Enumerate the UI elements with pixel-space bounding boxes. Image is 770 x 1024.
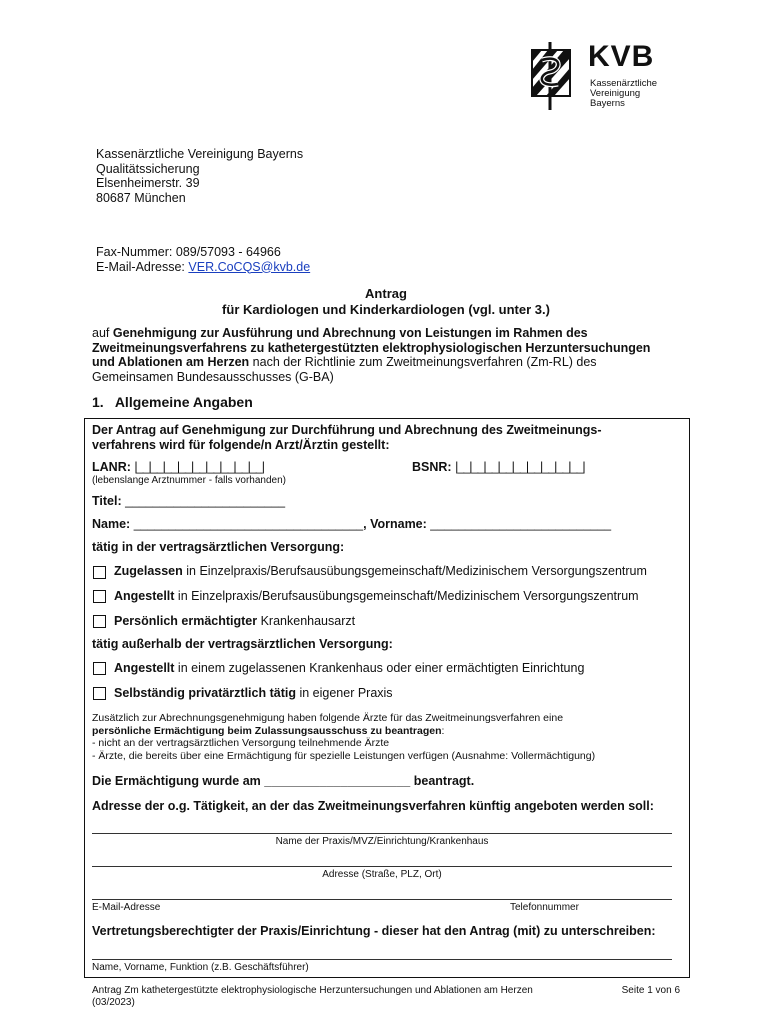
address-input[interactable] [92, 866, 672, 867]
ermaechtigung-date-input[interactable]: _____________________ [264, 774, 411, 788]
checkbox-angestellt-krankenhaus[interactable] [93, 662, 106, 675]
intro-paragraph [92, 326, 692, 384]
ermaechtigung-field[interactable] [92, 774, 474, 788]
intro-bold: und Ablationen am Herzen [92, 355, 250, 369]
intro-text: nach der Richtlinie zum Zweitmeinungsverfahren (Zm-RL) des [249, 355, 597, 369]
kvb-logo [528, 40, 688, 112]
ermaechtigung-label: Die Ermächtigung wurde am [92, 774, 261, 788]
note-paragraph [92, 712, 595, 762]
footer-date: (03/2023) [92, 997, 135, 1008]
intro-bold: Genehmigung zur Ausführung und Abrechnung von Leistungen im Rahmen des [112, 326, 588, 340]
ermaechtigung-suffix: beantragt. [413, 774, 475, 788]
checkbox-selbstaendig[interactable] [93, 687, 106, 700]
bsnr-field[interactable] [412, 460, 585, 474]
lanr-field[interactable] [92, 460, 264, 474]
kvb-emblem-icon [528, 40, 584, 112]
email-input[interactable] [92, 899, 672, 900]
note-line: Zusätzlich zur Abrechnungsgenehmigung haben folgende Ärzte für das Zweitmeinungsverfahren eine [92, 712, 564, 724]
address-question: Adresse der o.g. Tätigkeit, an der das Zweitmeinungsverfahren künftig angeboten werden soll: [92, 799, 654, 813]
vorname-label: , Vorname: [363, 517, 427, 531]
name-field[interactable] [92, 517, 611, 531]
bsnr-boxes[interactable]: |__|__|__|__|__|__|__|__|__| [455, 460, 585, 474]
representative-input[interactable] [92, 959, 672, 960]
option-bold: Zugelassen [114, 564, 183, 578]
footer-title: Antrag Zm kathetergestützte elektrophysiologische Herzuntersuchungen und Ablationen am Herzen [92, 985, 533, 996]
lanr-label: LANR: [92, 460, 131, 474]
contact-block [96, 245, 310, 274]
titel-input[interactable]: _______________________ [125, 494, 286, 508]
title-line1: Antrag [365, 286, 407, 301]
email-label: E-Mail-Adresse: [96, 259, 189, 274]
note-line: : [441, 724, 445, 737]
praxis-name-input[interactable] [92, 833, 672, 834]
email-link[interactable]: VER.CoCQS@kvb.de [188, 259, 311, 274]
form-intro-line: Der Antrag auf Genehmigung zur Durchführung und Abrechnung des Zweitmeinungs- [92, 423, 602, 437]
option-bold: Selbständig privatärztlich tätig [114, 686, 296, 700]
note-bold: persönliche Ermächtigung beim Zulassungsausschuss zu beantragen [92, 724, 442, 737]
kvb-brand: KVB [588, 40, 655, 73]
page-number: Seite 1 von 6 [621, 985, 680, 996]
form-intro-line: verfahrens wird für folgende/n Arzt/Ärztin gestellt: [92, 437, 390, 452]
checkbox-angestellt[interactable] [93, 590, 106, 603]
representative-heading: Vertretungsberechtigter der Praxis/Einrichtung - dieser hat den Antrag (mit) zu unterschreiben: [92, 924, 656, 938]
intro-prefix: auf [92, 326, 113, 340]
address-line: Qualitätssicherung [96, 161, 200, 176]
email-line [96, 260, 310, 275]
phone-caption: Telefonnummer [510, 902, 579, 913]
titel-field[interactable] [92, 494, 285, 508]
titel-label: Titel: [92, 494, 122, 508]
representative-caption: Name, Vorname, Funktion (z.B. Geschäftsführer) [92, 962, 309, 973]
address-caption: Adresse (Straße, PLZ, Ort) [322, 869, 442, 880]
lanr-boxes[interactable]: |__|__|__|__|__|__|__|__|__| [134, 460, 264, 474]
address-line: Kassenärztliche Vereinigung Bayerns [96, 147, 304, 161]
intro-text: Gemeinsamen Bundesausschusses (G-BA) [92, 369, 334, 384]
bsnr-label: BSNR: [412, 460, 452, 474]
option-bold: Angestellt [114, 589, 175, 603]
lanr-hint: (lebenslange Arztnummer - falls vorhanden) [92, 475, 286, 486]
option-text: in einem zugelassenen Krankenhaus oder einer ermächtigten Einrichtung [174, 661, 585, 675]
note-line: - Ärzte, die bereits über eine Ermächtigung für spezielle Leistungen verfügen (Ausnahme: Vollermächtigung) [92, 749, 596, 762]
kvb-name-line3: Bayerns [590, 98, 625, 109]
option-angestellt-krankenhaus [114, 661, 584, 675]
kvb-name-line1: Kassenärztliche [590, 78, 658, 89]
name-label: Name: [92, 517, 131, 531]
address-line: Elsenheimerstr. 39 [96, 176, 200, 190]
option-angestellt [114, 589, 639, 603]
section-in-versorgung: tätig in der vertragsärztlichen Versorgung: [92, 540, 345, 554]
option-zugelassen [114, 564, 647, 578]
option-text: Krankenhausarzt [257, 614, 356, 628]
email-caption: E-Mail-Adresse [92, 902, 161, 913]
option-text: in eigener Praxis [295, 686, 393, 700]
intro-bold: Zweitmeinungsverfahrens zu kathetergestützten elektrophysiologischen Herzuntersuchungen [92, 340, 651, 355]
note-line: - nicht an der vertragsärztlichen Versorgung teilnehmende Ärzte [92, 737, 390, 749]
address-line: 80687 München [96, 190, 186, 205]
option-selbstaendig [114, 686, 393, 700]
option-bold: Persönlich ermächtigter [114, 614, 258, 628]
name-input[interactable]: _________________________________ [133, 517, 364, 531]
option-ermaechtigt [114, 614, 355, 628]
option-bold: Angestellt [114, 661, 175, 675]
document-title [84, 286, 688, 318]
kvb-name-line2: Vereinigung [590, 88, 641, 99]
form-intro [92, 423, 602, 452]
praxis-name-caption: Name der Praxis/MVZ/Einrichtung/Krankenhaus [275, 836, 489, 847]
section-ausserhalb-versorgung: tätig außerhalb der vertragsärztlichen Versorgung: [92, 637, 393, 651]
footer-left [92, 985, 533, 1009]
option-text: in Einzelpraxis/Berufsausübungsgemeinschaft/Medizinischem Versorgungszentrum [174, 589, 639, 603]
title-line2: für Kardiologen und Kinderkardiologen (vgl. unter 3.) [222, 302, 550, 317]
recipient-address [96, 147, 303, 205]
fax-number: Fax-Nummer: 089/57093 - 64966 [96, 245, 281, 259]
section-heading: 1. Allgemeine Angaben [92, 394, 253, 410]
checkbox-zugelassen[interactable] [93, 566, 106, 579]
option-text: in Einzelpraxis/Berufsausübungsgemeinschaft/Medizinischem Versorgungszentrum [182, 564, 647, 578]
vorname-input[interactable]: __________________________ [430, 517, 612, 531]
checkbox-ermaechtigt[interactable] [93, 615, 106, 628]
